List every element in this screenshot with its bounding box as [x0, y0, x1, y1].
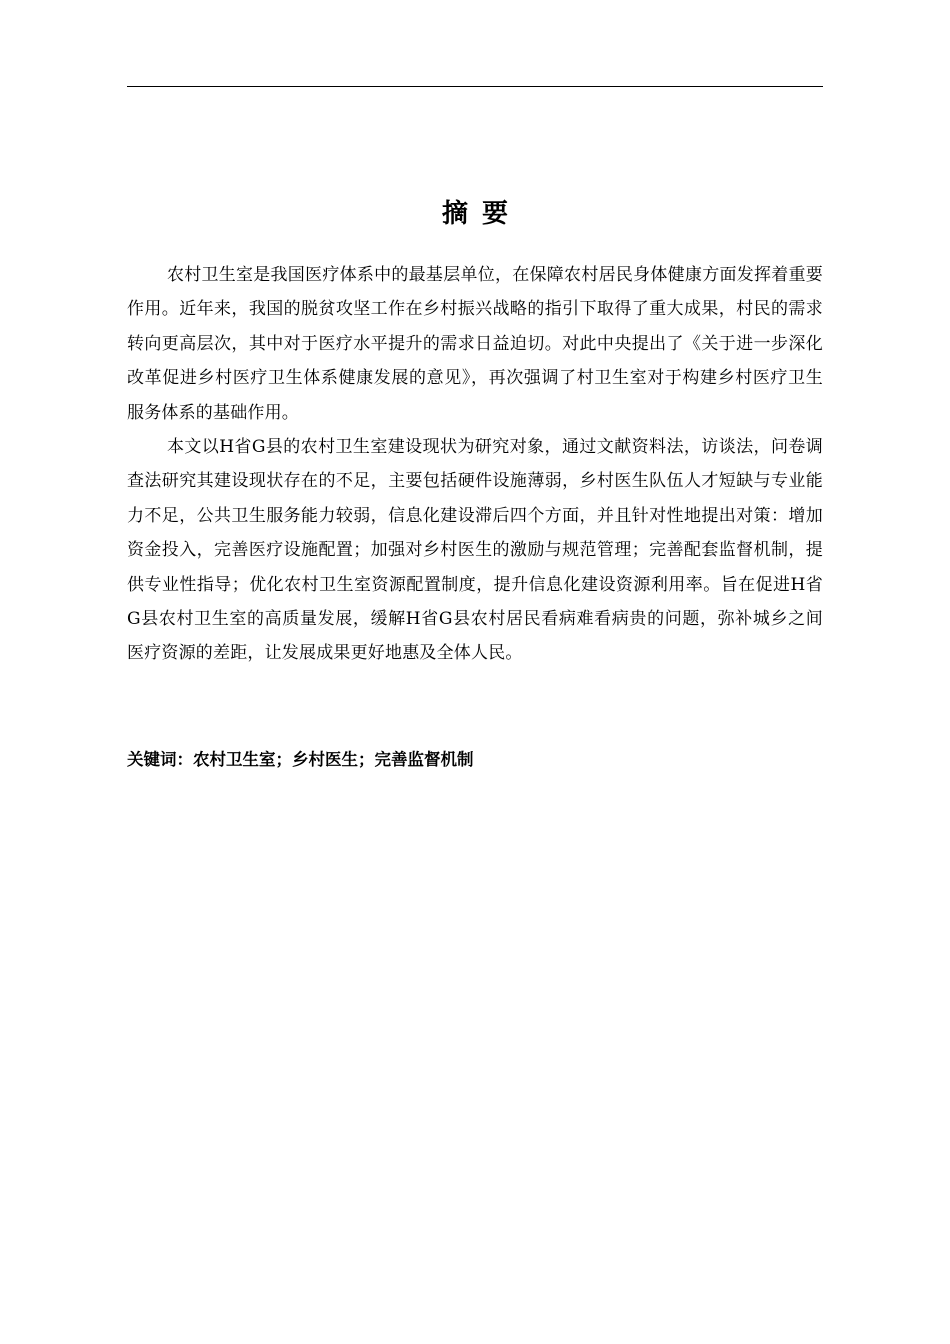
abstract-title: 摘要	[441, 199, 522, 229]
abstract-paragraph-2: 本文以H省G县的农村卫生室建设现状为研究对象，通过文献资料法，访谈法，问卷调查法研究其建设现状存在的不足，主要包括硬件设施薄弱，乡村医生队伍人才短缺与专业能力不足，公共卫生服务能力较弱，信息化建设滞后四个方面，并且针对性地提出对策：增加资金投入，完善医疗设施配置；加强对乡村医生的激励与规范管理；完善配套监督机制，提供专业性指导；优化农村卫生室资源配置制度，提升信息化建设资源利用率。旨在促进H省G县农村卫生室的高质量发展，缓解H省G县农村居民看病难看病贵的问题，弥补城乡之间医疗资源的差距，让发展成果更好地惠及全体人民。	[127, 437, 823, 664]
abstract-body	[127, 258, 823, 671]
header-rule	[127, 86, 823, 87]
keywords-line: 关键词：农村卫生室；乡村医生；完善监督机制	[127, 750, 474, 769]
abstract-paragraph-1: 农村卫生室是我国医疗体系中的最基层单位，在保障农村居民身体健康方面发挥着重要作用。近年来，我国的脱贫攻坚工作在乡村振兴战略的指引下取得了重大成果，村民的需求转向更高层次，其中对于医疗水平提升的需求日益迫切。对此中央提出了《关于进一步深化改革促进乡村医疗卫生体系健康发展的意见》，再次强调了村卫生室对于构建乡村医疗卫生服务体系的基础作用。	[127, 265, 823, 423]
